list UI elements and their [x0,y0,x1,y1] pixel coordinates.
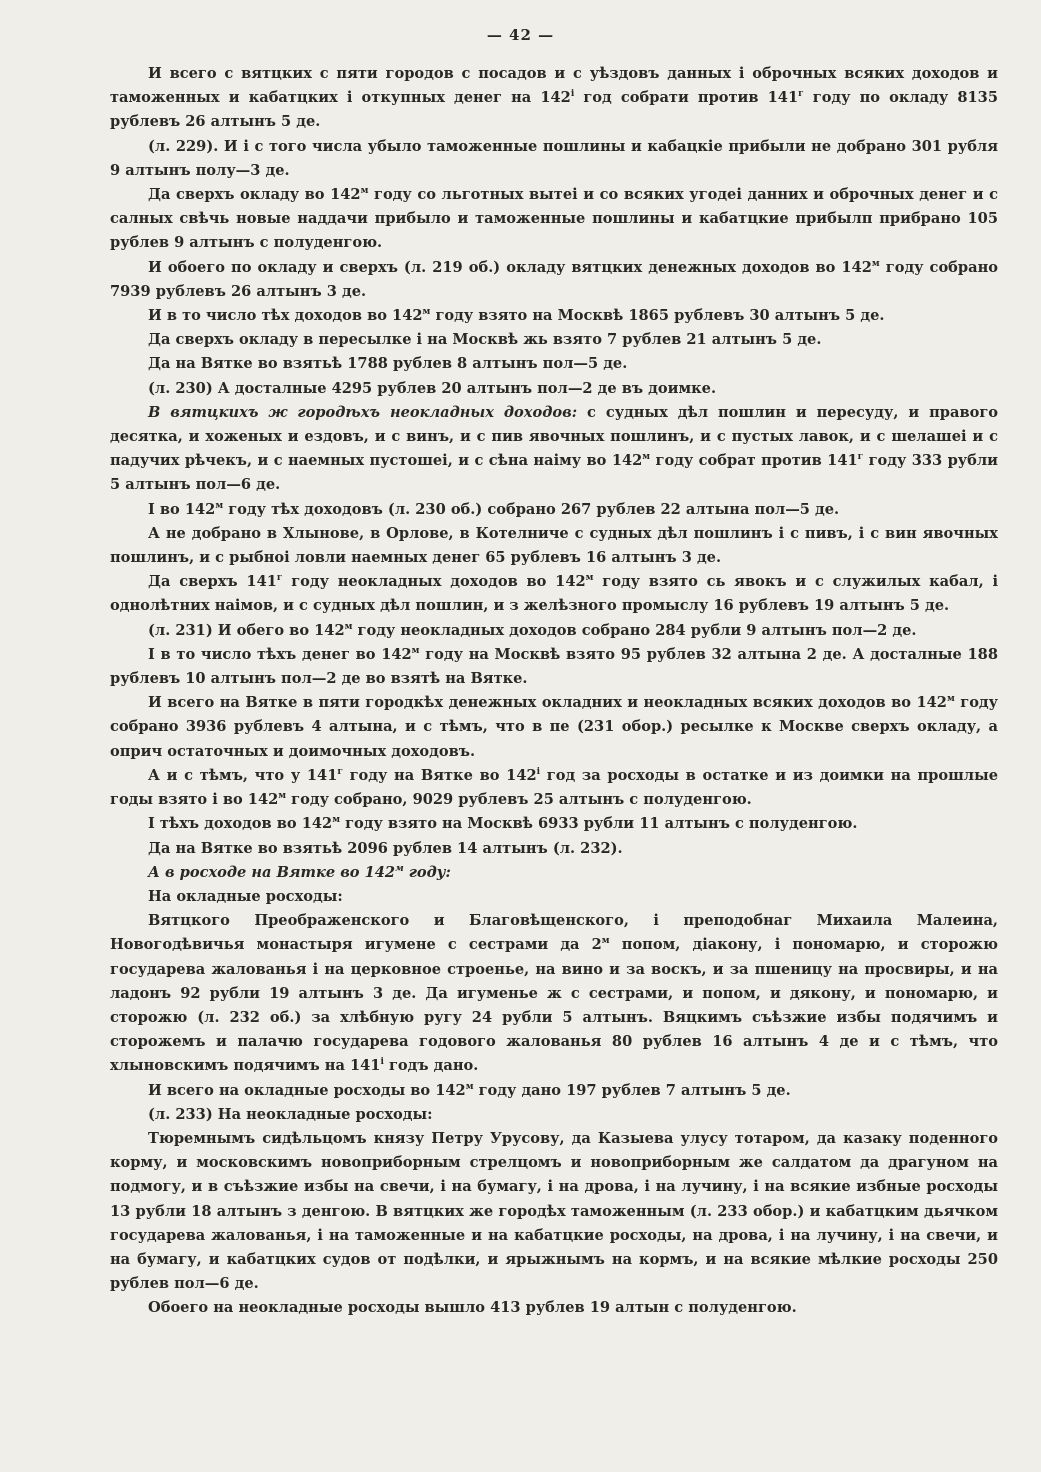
paragraph-21: Вятцкого Преображенского и Благовѣщенского, і преподобнаг Михаила Малеина, Новогодѣвичья монастыря игумене с сестрами да $2^м$ попом, діакону, і пономарю, и сторожю государева жалованья і на церковное строенье, на вино и за воскъ, и за пшеницу на просвиры, и на ладонъ 92 рубли 19 алтынъ 3 де. Да игуменье ж с сестрами, и попом, и дякону, и пономарю, и сторожю (л. 232 об.) за хлѣбную ругу 24 рубли 5 алтынъ. Вяцкимъ съѣзжие избы подячимъ и сторожемъ и палачю государева годового жалованья 80 рублев 16 алтынъ 4 де и с тѣмъ, что хлыновскимъ подячимъ на $141^і$ годъ дано. [110,912,998,1075]
paragraph-15: И всего на Вятке в пяти городкѣх денежных окладних и неокладных всяких доходов во $142^м$ году собрано 3936 рублевъ 4 алтына, и с тѣмъ, что в пе (231 обор.) ресылке к Москве сверхъ окладу, а оприч остаточных и доимочных доходовъ. [110,694,998,760]
paragraph-20: На окладные росходы: [148,887,343,905]
paragraph-10: І во $142^м$ году тѣх доходовъ (л. 230 об.) собрано 267 рублев 22 алтына пол—5 де. [148,500,840,518]
paragraph-3: Да сверхъ окладу во $142^м$ году со льготных вытеі и со всяких угодеі данних и оброчных денег и с салных свѣчь новые наддачи прибыло и таможенные пошлины и кабатцкие прибылп прибрано 105 рублев 9 алтынъ с полуденгою. [110,186,998,252]
section-heading: А в росходе на Вятке во $142^м$ году: [148,863,451,881]
paragraph-2: (л. 229). И і с того числа убыло таможенные пошлины и кабацкіе прибыли не добрано 301 рубля 9 алтынъ полу—3 де. [110,137,998,179]
paragraph-17: І тѣхъ доходов во $142^м$ году взято на Москвѣ 6933 рубли 11 алтынъ с полуденгою. [148,815,858,833]
paragraph-4: И обоего по окладу и сверхъ (л. 219 об.) окладу вятцких денежных доходов во $142^м$ году собрано 7939 рублевъ 26 алтынъ 3 де. [110,258,998,300]
paragraph-25: Обоего на неокладные росходы вышло 413 рублев 19 алтын с полуденгою. [148,1299,797,1317]
paragraph-16: А и с тѣмъ, что у $141^г$ году на Вятке во $142^і$ год за росходы в остатке и из доимки на прошлые годы взято і во $142^м$ году собрано, 9029 рублевъ 25 алтынъ с полуденгою. [110,766,998,809]
paragraph-18: Да на Вятке во взятьѣ 2096 рублев 14 алтынъ (л. 232). [148,839,623,857]
paragraph-22: И всего на окладные росходы во $142^м$ году дано 197 рублев 7 алтынъ 5 де. [148,1081,791,1099]
paragraph-6: Да сверхъ окладу в пересылке і на Москвѣ жь взято 7 рублев 21 алтынъ 5 де. [148,331,822,349]
paragraph-13: (л. 231) И обего во $142^м$ году неокладных доходов собрано 284 рубли 9 алтынъ пол—2 де. [148,621,917,639]
paragraph-5: И в то число тѣх доходов во $142^м$ году взято на Москвѣ 1865 рублевъ 30 алтынъ 5 де. [148,307,885,325]
paragraph-1: И всего с вятцких с пяти городов с посадов и с уѣздовъ данных і оброчных всяких доходов и таможенных и кабатцких і откупных денег на $142^і$ год собрати против $141^г$ году по окладу 8135 рублевъ 26 алтынъ 5 де. [110,65,998,131]
paragraph-24: Тюремнымъ сидѣльцомъ князу Петру Урусову, да Казыева улусу тотаром, да казаку поденного корму, и московскимъ новоприборным стрелцомъ и новоприборным же салдатом да драгуном на подмогу, и в съѣзжие избы на свечи, і на бумагу, і на дрова, і на лучину, і на всякие избные росходы 13 рубли 18 алтынъ з денгою. В вятцких же городѣх таможенным (л. 233 обор.) и кабатцким дьячком государева жалованья, і на таможенные и на кабатцкие росходы, на дрова, і на лучину, і на свечи, и на бумагу, и кабатцких судов от подѣлки, и ярыжнымъ на кормъ, и на всякие мѣлкие росходы 250 рублев пол—6 де. [110,1129,998,1293]
page-number: — 42 — [486,26,555,44]
paragraph-12: Да сверхъ $141^г$ году неокладных доходов во $142^м$ году взято сь явокъ и с служилых кабал, і однолѣтних наімов, и с судных дѣл пошлин, и з желѣзного промыслу 16 рублевъ 19 алтынъ 5 де. [110,573,999,615]
paragraph-9: В вятцкихъ ж городѣхъ неокладных доходов: с судных дѣл пошлин и пересуду, и правого десятка, и хоженых и ездовъ, и с винъ, и с пив явочных пошлинъ, и с пустых лавок, и с шелашеі и с падучих рѣчекъ, и с наемных пустошеі, и с сѣна наіму во $142^м$ году собрат против $141^г$ году 333 рубли 5 алтынъ пол—6 де. [110,403,999,494]
paragraph-23: (л. 233) На неокладные росходы: [148,1105,433,1123]
paragraph-14: І в то число тѣхъ денег во $142^м$ году на Москвѣ взято 95 рублев 32 алтына 2 де. А досталные 188 рублевъ 10 алтынъ пол—2 де во взятѣ на Вятке. [110,645,998,688]
paragraph-11: А не добрано в Хлынове, в Орлове, в Котелниче с судных дѣл пошлинъ і с пивъ, і с вин явочных пошлинъ, и с рыбноі ловли наемных денег 65 рублевъ 16 алтынъ 3 де. [110,524,998,567]
paragraph-7: Да на Вятке во взятьѣ 1788 рублев 8 алтынъ пол—5 де. [148,355,628,373]
paragraph-8: (л. 230) А досталные 4295 рублев 20 алтынъ пол—2 де въ доимке. [148,379,717,397]
document-body [110,62,998,1321]
